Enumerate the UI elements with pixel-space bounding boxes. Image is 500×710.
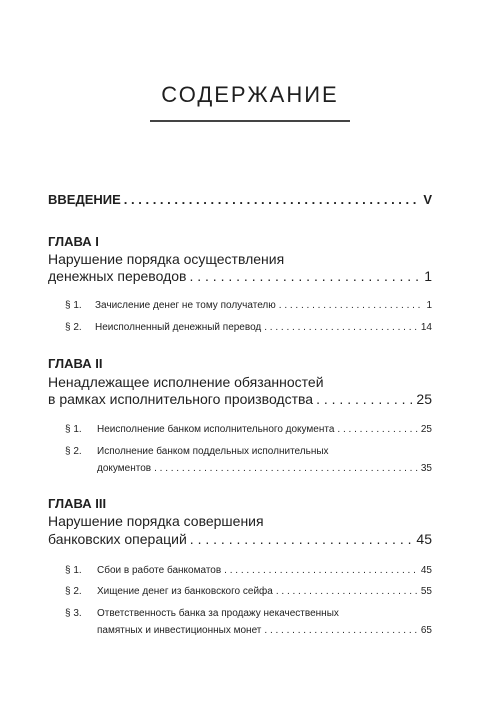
section-number: § 3. <box>65 608 82 619</box>
entry-page: V <box>423 192 432 207</box>
page-title: СОДЕРЖАНИЕ <box>161 82 339 107</box>
section-number: § 1. <box>65 300 82 311</box>
dot-leader <box>154 463 418 474</box>
section-title: документов <box>97 463 152 474</box>
entry-page: 45 <box>420 565 432 576</box>
dot-leader <box>264 625 417 636</box>
entry-page: 25 <box>416 391 432 407</box>
chapter-title-line: банковских операций <box>48 531 187 547</box>
section-number: § 1. <box>65 565 82 576</box>
entry-page: 45 <box>416 531 432 547</box>
toc-entry-section-line[interactable] <box>65 608 339 619</box>
section-title: Неисполненный денежный перевод <box>95 322 262 333</box>
dot-leader <box>124 192 421 207</box>
dot-leader <box>279 300 424 311</box>
toc-entry-section[interactable] <box>65 322 432 333</box>
section-title: Зачисление денег не тому получателю <box>95 300 276 311</box>
toc-entry-section[interactable] <box>65 586 432 597</box>
toc-entry-section[interactable] <box>97 625 432 636</box>
toc-entry-chapter[interactable] <box>48 268 432 284</box>
entry-page: 1 <box>426 300 432 311</box>
chapter-title-line[interactable]: Нарушение порядка совершения <box>48 513 264 529</box>
chapter-title-line: денежных переводов <box>48 268 187 284</box>
chapter-title-line[interactable]: Ненадлежащее исполнение обязанностей <box>48 374 324 390</box>
chapter-heading: ГЛАВА I <box>48 234 99 249</box>
section-title: Ответственность банка за продажу некачественных <box>97 608 339 619</box>
section-number: § 1. <box>65 424 82 435</box>
chapter-heading: ГЛАВА II <box>48 356 103 371</box>
toc-entry-section[interactable] <box>65 565 432 576</box>
section-title: Хищение денег из банковского сейфа <box>97 586 273 597</box>
dot-leader <box>316 391 413 407</box>
entry-page: 55 <box>420 586 432 597</box>
section-number: § 2. <box>65 446 82 457</box>
toc-entry-section[interactable] <box>97 463 432 474</box>
dot-leader <box>224 565 418 576</box>
entry-page: 65 <box>420 625 432 636</box>
chapter-title-line: в рамках исполнительного производства <box>48 391 314 407</box>
section-title: Сбои в работе банкоматов <box>97 565 222 576</box>
section-title: памятных и инвестиционных монет <box>97 625 262 636</box>
chapter-heading: ГЛАВА III <box>48 496 107 511</box>
entry-label: ВВЕДЕНИЕ <box>48 192 121 207</box>
toc-entry-chapter[interactable] <box>48 531 432 547</box>
toc-entry-intro[interactable] <box>48 192 432 207</box>
entry-page: 14 <box>420 322 432 333</box>
dot-leader <box>264 322 418 333</box>
entry-page: 25 <box>420 424 432 435</box>
chapter-title-line[interactable]: Нарушение порядка осуществления <box>48 251 285 267</box>
dot-leader <box>276 586 418 597</box>
toc-entry-section[interactable] <box>65 424 432 435</box>
section-number: § 2. <box>65 322 82 333</box>
toc-entry-chapter[interactable] <box>48 391 432 407</box>
dot-leader <box>190 531 414 547</box>
entry-page: 35 <box>420 463 432 474</box>
dot-leader <box>189 268 421 284</box>
title-underline <box>150 120 350 122</box>
section-number: § 2. <box>65 586 82 597</box>
entry-page: 1 <box>424 268 432 284</box>
toc-entry-section-line[interactable] <box>65 446 329 457</box>
dot-leader <box>337 424 417 435</box>
section-title: Неисполнение банком исполнительного документа <box>97 424 335 435</box>
section-title: Исполнение банком поддельных исполнительных <box>97 446 329 457</box>
toc-entry-section[interactable] <box>65 300 432 311</box>
